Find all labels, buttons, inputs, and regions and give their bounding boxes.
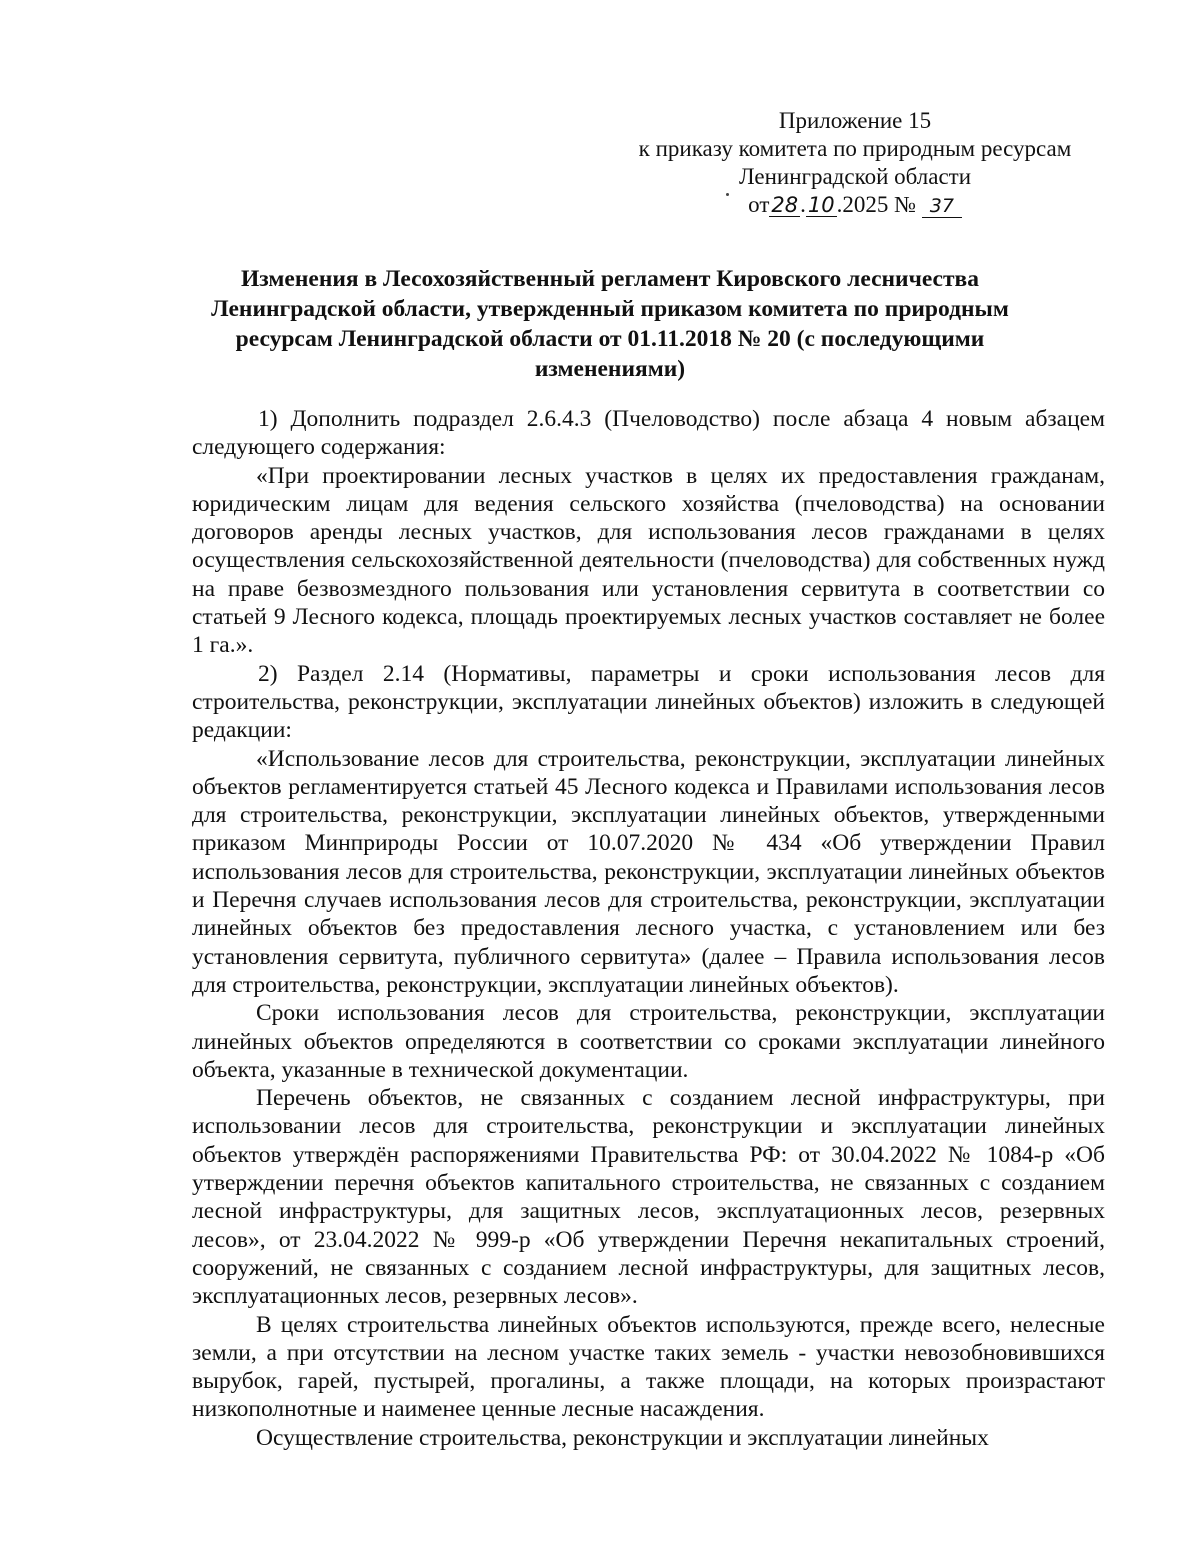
- paragraph-quote-linear-objects: «Использование лесов для строительства, реконструкции, эксплуатации линейных объектов регламентируется статьей 45 Лесного кодекса и Правилами использования лесов для строительства, реконструкции, эксплуатации линейных объектов, утвержденными приказом Минприроды России от 10.07.2020 № 434 «Об утверждении Правил использования лесов для строительства, реконструкции, эксплуатации линейных объектов и Перечня случаев использования лесов для строительства, реконструкции, эксплуатации линейных объектов без предоставления лесного участка, с установлением или без установления сервитута, публичного сервитута» (далее – Правила использования лесов для строительства, реконструкции, эксплуатации линейных объектов).: [192, 745, 1105, 998]
- paragraph-quote-beekeeping: «При проектировании лесных участков в целях их предоставления гражданам, юридическим лицам для ведения сельского хозяйства (пчеловодства) на основании договоров аренды лесных участков, для использования лесов гражданами в целях осуществления сельскохозяйственной деятельности (пчеловодства) для собственных нужд на праве безвозмездного пользования или установления сервитута в соответствии со статьей 9 Лесного кодекса, площадь проектируемых лесных участков составляет не более 1 га.».: [192, 462, 1105, 659]
- appendix-header: [630, 107, 1080, 219]
- paragraph-item-2: 2) Раздел 2.14 (Нормативы, параметры и сроки использования лесов для строительства, реконструкции, эксплуатации линейных объектов) изложить в следующей редакции:: [192, 660, 1105, 744]
- handwritten-day: 28: [771, 193, 799, 217]
- title-line: Изменения в Лесохозяйственный регламент Кировского лесничества: [241, 266, 979, 292]
- document-title: [180, 264, 1040, 384]
- document-body: [192, 405, 1105, 1452]
- handwritten-month: 10: [807, 193, 835, 217]
- date-year: .2025 №: [836, 192, 917, 217]
- appendix-order-reference: к приказу комитета по природным ресурсам: [638, 136, 1072, 161]
- scan-speck: [726, 193, 729, 196]
- paragraph-object-list: Перечень объектов, не связанных с созданием лесной инфраструктуры, при использовании лесов для строительства, реконструкции и эксплуатации линейных объектов утверждён распоряжениями Правительства РФ: от 30.04.2022 № 1084-р «Об утверждении перечня объектов капитального строительства, не связанных с созданием лесной инфраструктуры, для защитных лесов, эксплуатационных лесов, резервных лесов», от 23.04.2022 № 999-р «Об утверждении Перечня некапитальных строений, сооружений, не связанных с созданием лесной инфраструктуры, для защитных лесов, эксплуатационных лесов, резервных лесов».: [192, 1085, 1105, 1310]
- paragraph-usage-terms: Сроки использования лесов для строительства, реконструкции, эксплуатации линейных объектов определяются в соответствии со сроками эксплуатации линейного объекта, указанные в технической документации.: [192, 1000, 1105, 1083]
- title-line: ресурсам Ленинградской области от 01.11.2018 № 20 (с последующими: [235, 326, 985, 352]
- date-separator: .: [800, 192, 806, 217]
- appendix-number: Приложение 15: [778, 108, 932, 133]
- appendix-date-line: [630, 191, 1080, 219]
- date-prefix: от: [748, 192, 770, 217]
- paragraph-item-1: 1) Дополнить подраздел 2.6.4.3 (Пчеловодство) после абзаца 4 новым абзацем следующего содержания:: [192, 406, 1105, 461]
- title-line: изменениями): [534, 356, 686, 382]
- appendix-region: Ленинградской области: [738, 164, 972, 189]
- title-line: Ленинградской области, утвержденный приказом комитета по природным: [211, 296, 1009, 322]
- paragraph-land-priority: В целях строительства линейных объектов используются, прежде всего, нелесные земли, а при отсутствии на лесном участке таких земель - участки невозобновившихся вырубок, гарей, пустырей, прогалины, а также площади, на которых произрастают низкополнотные и наименее ценные лесные насаждения.: [192, 1311, 1105, 1423]
- handwritten-order-number: 37: [922, 195, 962, 218]
- paragraph-construction: Осуществление строительства, реконструкции и эксплуатации линейных: [256, 1424, 989, 1451]
